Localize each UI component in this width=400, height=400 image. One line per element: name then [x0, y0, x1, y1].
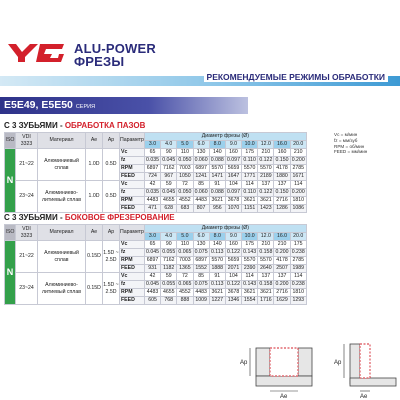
- diameter-header: Диаметр фрезы (Ø): [144, 133, 306, 141]
- value-cell: 0.200: [291, 157, 305, 163]
- param-cell: Vc: [120, 273, 145, 281]
- value-cell: 137: [258, 273, 274, 281]
- header: [0, 0, 400, 74]
- value-cell: 1286: [274, 205, 290, 213]
- value-cell: 0.113: [210, 249, 224, 255]
- value-cell: 1989: [290, 265, 306, 273]
- param-header: Параметр: [120, 225, 145, 241]
- value-cell: 1880: [274, 173, 290, 181]
- value-cell: 0.110: [243, 157, 256, 163]
- ap-cell: 1.5D ~ 2.5D: [103, 241, 120, 273]
- value-cell: 1070: [225, 205, 241, 213]
- table-row: [5, 149, 307, 157]
- vdi-header: [16, 133, 38, 149]
- value-cell: 0.045: [162, 157, 176, 163]
- value-cell: 7003: [177, 257, 193, 265]
- table-row: [5, 181, 307, 189]
- value-cell: 42: [144, 181, 160, 189]
- iso-group-cell: N: [5, 149, 16, 213]
- value-cell: 160: [274, 149, 290, 157]
- vdi-header-line: VDI: [22, 133, 31, 140]
- value-cell: 2785: [290, 257, 306, 265]
- value-cell: 0.035: [146, 189, 160, 195]
- value-cell: 160: [225, 149, 241, 157]
- ap-header: Ap: [103, 133, 120, 149]
- value-cell: 175: [242, 241, 258, 249]
- param-cell: fz: [120, 249, 145, 257]
- value-cell: 4483: [144, 197, 160, 205]
- value-cell: 0.143: [243, 281, 257, 287]
- value-cell: 130: [193, 149, 209, 157]
- section-title-highlight: ОБРАБОТКА ПАЗОВ: [64, 121, 146, 130]
- value-cell: 1293: [290, 297, 306, 305]
- material-cell: Алюминиево-литиевый сплав: [38, 273, 86, 305]
- param-cell: FEED: [120, 265, 145, 273]
- legend-item: FEED = мм/мин: [334, 149, 368, 155]
- param-header: Параметр: [120, 133, 145, 149]
- value-cell: 1716: [258, 297, 274, 305]
- value-cell: 0.122: [259, 157, 273, 163]
- diameter-cell: 16.0: [274, 233, 290, 241]
- diameter-cell: 3.0: [144, 233, 160, 241]
- value-cell: 0.050: [178, 189, 192, 195]
- material-cell: Алюминиевый сплав: [38, 149, 86, 181]
- value-cell: 130: [193, 241, 209, 249]
- value-cell: 0.088: [210, 157, 224, 163]
- value-cell: 5570: [258, 257, 274, 265]
- value-cell: 807: [193, 205, 209, 213]
- value-cell: 0.143: [243, 249, 257, 255]
- param-cell: FEED: [120, 297, 145, 305]
- value-cell: 471: [144, 205, 160, 213]
- value-cell: 2716: [274, 197, 290, 205]
- value-cell: 6897: [193, 257, 209, 265]
- diameter-cell: 4.0: [161, 141, 177, 149]
- series-bar: [0, 97, 248, 114]
- ap-label: Ap: [334, 360, 342, 366]
- ae-header: Ae: [86, 133, 103, 149]
- brand-line-1: ALU-POWER: [74, 41, 156, 56]
- diameter-cell: 8.0: [209, 141, 225, 149]
- vdi-cell: 21~22: [16, 149, 38, 181]
- section-title: [4, 213, 175, 222]
- value-cell: 1810: [290, 197, 306, 205]
- value-cell: 3678: [225, 197, 241, 205]
- value-cell: 2640: [258, 265, 274, 273]
- diameter-header: Диаметр фрезы (Ø): [144, 225, 306, 233]
- ae-label: Ae: [360, 394, 368, 400]
- value-cell: 5570: [242, 165, 258, 173]
- value-cell: 65: [144, 149, 160, 157]
- material-header: Материал: [38, 225, 86, 241]
- diameter-cell: 3.0: [144, 141, 160, 149]
- value-cell: 42: [144, 273, 160, 281]
- value-cell: 6897: [193, 165, 209, 173]
- ap-label: Ap: [240, 360, 248, 366]
- series-name: E5E49, E5E50: [4, 99, 73, 111]
- value-cell: 4655: [161, 289, 177, 297]
- diameter-cell: 16.0: [274, 141, 290, 149]
- cutting-data-table-slotting: [4, 132, 307, 213]
- brand-line-2: ФРЕЗЫ: [74, 54, 125, 69]
- ap-cell: 0.5D: [103, 181, 120, 213]
- value-cell: 4483: [193, 197, 209, 205]
- value-cell: 140: [209, 149, 225, 157]
- value-cell: 7162: [161, 257, 177, 265]
- value-cell: 72: [177, 273, 193, 281]
- value-cell: 210: [258, 149, 274, 157]
- param-cell: Vc: [120, 149, 145, 157]
- value-cell: 175: [290, 241, 306, 249]
- value-cell: 91: [209, 181, 225, 189]
- iso-header: ISO: [5, 225, 16, 241]
- value-cell: 5570: [242, 257, 258, 265]
- param-cell: RPM: [120, 165, 145, 173]
- value-cell: 0.110: [243, 189, 256, 195]
- value-cell: 2189: [258, 173, 274, 181]
- value-cell: 0.122: [259, 189, 273, 195]
- value-cell: 0.113: [210, 281, 224, 287]
- value-cell: 3621: [258, 197, 274, 205]
- value-cell: 2507: [274, 265, 290, 273]
- material-cell: Алюминиево-литиевый сплав: [38, 181, 86, 213]
- value-cell: 104: [225, 181, 241, 189]
- value-cell: 137: [274, 181, 290, 189]
- value-cell: 5659: [225, 257, 241, 265]
- value-cell: 1629: [274, 297, 290, 305]
- diameter-cell: 9.0: [225, 233, 241, 241]
- ae-cell: 1.0D: [86, 149, 103, 181]
- value-cell: 104: [225, 273, 241, 281]
- value-cell: 1552: [193, 265, 209, 273]
- diameter-cell: 5.0: [177, 233, 193, 241]
- table-header-row: [5, 225, 307, 233]
- value-cell: 6897: [144, 257, 160, 265]
- value-cell: 0.200: [291, 189, 305, 195]
- value-cell: 0.150: [275, 157, 289, 163]
- value-cell: 5570: [258, 165, 274, 173]
- value-cell: 1671: [290, 173, 306, 181]
- value-cell: 90: [161, 149, 177, 157]
- value-cell: 768: [161, 297, 177, 305]
- value-cell: 175: [242, 149, 258, 157]
- ap-cell: 0.5D: [103, 149, 120, 181]
- legend-item: Vc = м/мин: [334, 132, 358, 137]
- value-cell: 4178: [274, 165, 290, 173]
- cutting-data-table-side-milling: [4, 224, 307, 305]
- value-cell: 59: [161, 273, 177, 281]
- vdi-header-line: 3323: [20, 140, 33, 147]
- value-cell: 0.075: [194, 281, 208, 287]
- diameter-cell: 20.0: [290, 233, 306, 241]
- value-cell: 2716: [274, 289, 290, 297]
- diameter-cell: 10.0: [242, 141, 258, 149]
- diameter-cell: 6.0: [193, 233, 209, 241]
- table-row: [5, 273, 307, 281]
- value-cell: 1009: [193, 297, 209, 305]
- value-cell: 4552: [177, 197, 193, 205]
- param-cell: FEED: [120, 205, 145, 213]
- value-cell: 0.097: [226, 189, 240, 195]
- value-cell: 0.122: [226, 249, 240, 255]
- value-cell: 1346: [225, 297, 241, 305]
- value-cell: 1810: [290, 289, 306, 297]
- section-title-highlight: БОКОВОЕ ФРЕЗЕРОВАНИЕ: [64, 213, 175, 222]
- ae-cell: 0.15D: [86, 273, 103, 305]
- value-cell: 160: [225, 241, 241, 249]
- diameter-cell: 20.0: [290, 141, 306, 149]
- value-cell: 0.045: [146, 249, 160, 255]
- value-cell: 4178: [274, 257, 290, 265]
- value-cell: 1182: [161, 265, 177, 273]
- vdi-header-line: VDI: [22, 225, 31, 232]
- material-cell: Алюминиевый сплав: [38, 241, 86, 273]
- section-title: [4, 121, 145, 130]
- value-cell: 3678: [225, 289, 241, 297]
- param-cell: RPM: [120, 197, 145, 205]
- yg-logo: [6, 40, 66, 64]
- value-cell: 0.200: [275, 281, 289, 287]
- recommend-title: РЕКОМЕНДУЕМЫЕ РЕЖИМЫ ОБРАБОТКИ: [204, 72, 388, 82]
- value-cell: 114: [290, 273, 306, 281]
- value-cell: 72: [177, 181, 193, 189]
- value-cell: 724: [144, 173, 160, 181]
- side-milling-diagram: [334, 344, 396, 400]
- value-cell: 85: [193, 181, 209, 189]
- value-cell: 1050: [177, 173, 193, 181]
- value-cell: 0.097: [226, 157, 240, 163]
- value-cell: 0.060: [194, 189, 208, 195]
- iso-header: ISO: [5, 133, 16, 149]
- ap-header: Ap: [103, 225, 120, 241]
- value-cell: 1241: [193, 173, 209, 181]
- ae-header: Ae: [86, 225, 103, 241]
- value-cell: 0.045: [146, 281, 160, 287]
- value-cell: 1227: [209, 297, 225, 305]
- ae-cell: 1.0D: [86, 181, 103, 213]
- vdi-header: [16, 225, 38, 241]
- diameter-cell: 9.0: [225, 141, 241, 149]
- value-cell: 967: [161, 173, 177, 181]
- value-cell: 956: [209, 205, 225, 213]
- vdi-cell: 23~24: [16, 181, 38, 213]
- value-cell: 5570: [209, 165, 225, 173]
- value-cell: 91: [209, 273, 225, 281]
- table-row: [5, 241, 307, 249]
- value-cell: 1647: [225, 173, 241, 181]
- value-cell: 3621: [242, 289, 258, 297]
- value-cell: 140: [209, 241, 225, 249]
- value-cell: 0.055: [162, 281, 176, 287]
- param-cell: fz: [120, 157, 145, 165]
- vdi-cell: 21~22: [16, 241, 38, 273]
- value-cell: 0.035: [146, 157, 160, 163]
- value-cell: 90: [161, 241, 177, 249]
- value-cell: 0.075: [194, 249, 208, 255]
- diameter-cell: 8.0: [209, 233, 225, 241]
- value-cell: 3621: [258, 289, 274, 297]
- value-cell: 0.045: [162, 189, 176, 195]
- vdi-cell: 23~24: [16, 273, 38, 305]
- value-cell: 0.065: [178, 281, 192, 287]
- value-cell: 1771: [242, 173, 258, 181]
- value-cell: 5570: [209, 257, 225, 265]
- value-cell: 683: [177, 205, 193, 213]
- value-cell: 5659: [225, 165, 241, 173]
- ae-cell: 0.15D: [86, 241, 103, 273]
- value-cell: 931: [144, 265, 160, 273]
- value-cell: 0.065: [178, 249, 192, 255]
- value-cell: 65: [144, 241, 160, 249]
- value-cell: 85: [193, 273, 209, 281]
- series-suffix: СЕРИЯ: [75, 104, 96, 110]
- param-cell: RPM: [120, 257, 145, 265]
- brand-title: [74, 42, 156, 68]
- machining-diagram: [240, 334, 400, 400]
- diameter-cell: 10.0: [242, 233, 258, 241]
- value-cell: 3621: [209, 289, 225, 297]
- value-cell: 0.122: [226, 281, 240, 287]
- value-cell: 210: [274, 241, 290, 249]
- value-cell: 7162: [161, 165, 177, 173]
- value-cell: 0.200: [275, 249, 289, 255]
- value-cell: 0.055: [162, 249, 176, 255]
- value-cell: 137: [258, 181, 274, 189]
- diameter-cell: 5.0: [177, 141, 193, 149]
- param-cell: fz: [120, 281, 145, 289]
- param-cell: fz: [120, 189, 145, 197]
- value-cell: 0.050: [178, 157, 192, 163]
- value-cell: 59: [161, 181, 177, 189]
- value-cell: 114: [290, 181, 306, 189]
- value-cell: 1471: [209, 173, 225, 181]
- param-cell: Vc: [120, 241, 145, 249]
- value-cell: 1151: [242, 205, 258, 213]
- value-cell: 210: [258, 241, 274, 249]
- value-cell: 2071: [225, 265, 241, 273]
- material-header: Материал: [38, 133, 86, 149]
- value-cell: 0.158: [259, 281, 273, 287]
- value-cell: 605: [144, 297, 160, 305]
- value-cell: 0.060: [194, 157, 208, 163]
- value-cell: 210: [290, 149, 306, 157]
- value-cell: 6897: [144, 165, 160, 173]
- value-cell: 2785: [290, 165, 306, 173]
- value-cell: 1554: [242, 297, 258, 305]
- value-cell: 1365: [177, 265, 193, 273]
- ae-label: Ae: [280, 394, 288, 400]
- value-cell: 7003: [177, 165, 193, 173]
- value-cell: 0.088: [210, 189, 224, 195]
- value-cell: 0.158: [259, 249, 273, 255]
- value-cell: 4483: [193, 289, 209, 297]
- section-title-prefix: С 3 ЗУБЬЯМИ -: [4, 213, 65, 222]
- value-cell: 137: [274, 273, 290, 281]
- vdi-header-line: 3323: [20, 232, 33, 239]
- table-header-row: [5, 133, 307, 141]
- value-cell: 4655: [161, 197, 177, 205]
- value-cell: 0.238: [291, 281, 305, 287]
- param-cell: FEED: [120, 173, 145, 181]
- param-cell: RPM: [120, 289, 145, 297]
- diameter-cell: 6.0: [193, 141, 209, 149]
- value-cell: 3621: [242, 197, 258, 205]
- value-cell: 0.238: [291, 249, 305, 255]
- value-cell: 1423: [258, 205, 274, 213]
- value-cell: 1888: [209, 265, 225, 273]
- value-cell: 110: [177, 241, 193, 249]
- legend-item: RPM = об/мин: [334, 143, 365, 149]
- value-cell: 2390: [242, 265, 258, 273]
- diameter-cell: 12.0: [258, 233, 274, 241]
- slot-diagram: [240, 348, 312, 400]
- value-cell: 1086: [290, 205, 306, 213]
- value-cell: 888: [177, 297, 193, 305]
- section-title-prefix: С 3 ЗУБЬЯМИ -: [4, 121, 65, 130]
- ap-cell: 1.5D ~ 2.5D: [103, 273, 120, 305]
- value-cell: 114: [242, 181, 258, 189]
- param-cell: Vc: [120, 181, 145, 189]
- value-cell: 0.150: [275, 189, 289, 195]
- value-cell: 114: [242, 273, 258, 281]
- iso-group-cell: N: [5, 241, 16, 305]
- value-cell: 628: [161, 205, 177, 213]
- legend-item: fz = мм/зуб: [334, 137, 358, 143]
- value-cell: 4483: [144, 289, 160, 297]
- value-cell: 3621: [209, 197, 225, 205]
- value-cell: 110: [177, 149, 193, 157]
- diameter-cell: 4.0: [161, 233, 177, 241]
- value-cell: 4552: [177, 289, 193, 297]
- units-legend: [334, 132, 367, 155]
- diameter-cell: 12.0: [258, 141, 274, 149]
